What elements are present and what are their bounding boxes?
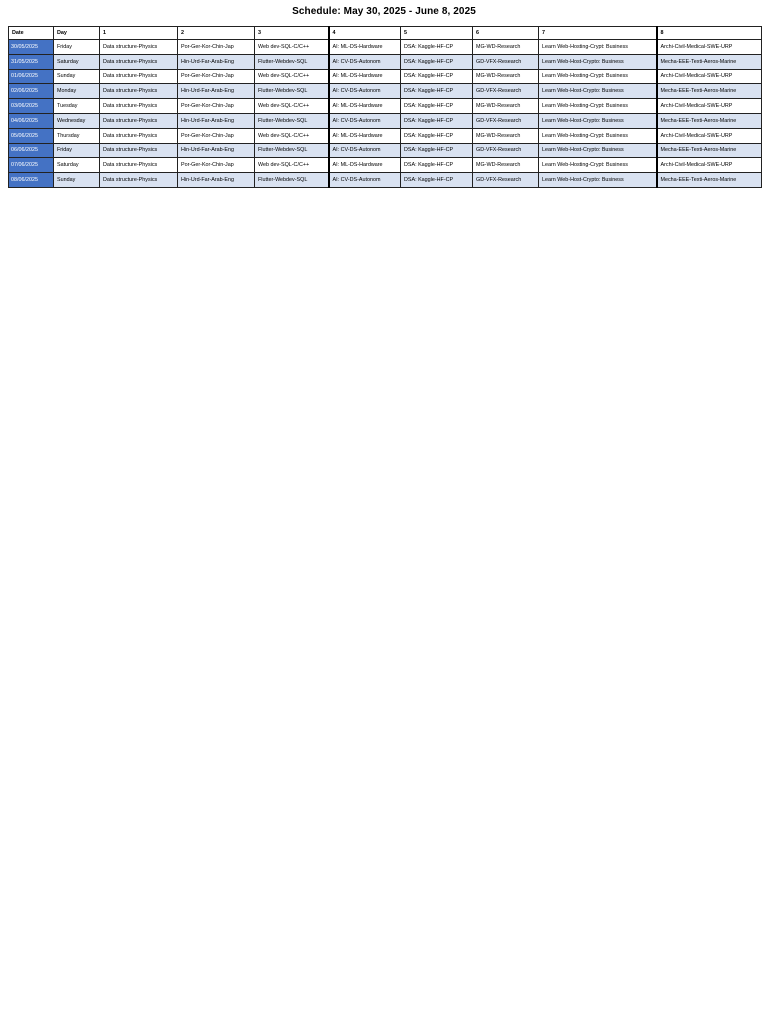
slot-3-cell: Web dev-SQL-C/C++ (255, 99, 329, 114)
slot-5-cell: DSA: Kaggle-HF-CP (401, 99, 473, 114)
slot-5-cell: DSA: Kaggle-HF-CP (401, 173, 473, 188)
slot-8-cell: Archi-Civil-Medical-SWE-URP (657, 128, 762, 143)
slot-7-cell: Learn Web-Hosting-Crypt: Business (539, 128, 657, 143)
slot-7-cell: Learn Web-Host-Crypto: Business (539, 54, 657, 69)
date-cell: 08/06/2025 (9, 173, 54, 188)
schedule-table (8, 26, 762, 188)
slot-7-cell: Learn Web-Hosting-Crypt: Business (539, 69, 657, 84)
slot-4-cell: AI: CV-DS-Autonom (329, 113, 401, 128)
slot-1-cell: Data structure-Physics (100, 40, 178, 55)
table-row (9, 128, 762, 143)
slot-1-cell: Data structure-Physics (100, 113, 178, 128)
slot-6-cell: GD-VFX-Research (473, 113, 539, 128)
table-row (9, 113, 762, 128)
table-row (9, 143, 762, 158)
slot-1-cell: Data structure-Physics (100, 143, 178, 158)
slot-5-cell: DSA: Kaggle-HF-CP (401, 113, 473, 128)
slot-4-cell: AI: ML-DS-Hardware (329, 158, 401, 173)
date-cell: 01/06/2025 (9, 69, 54, 84)
day-cell: Wednesday (54, 113, 100, 128)
slot-2-cell: Por-Ger-Kor-Chin-Jap (178, 99, 255, 114)
header-date: Date (9, 27, 54, 40)
slot-5-cell: DSA: Kaggle-HF-CP (401, 84, 473, 99)
slot-3-cell: Web dev-SQL-C/C++ (255, 128, 329, 143)
slot-1-cell: Data structure-Physics (100, 69, 178, 84)
table-row (9, 84, 762, 99)
table-row (9, 173, 762, 188)
table-row (9, 158, 762, 173)
slot-5-cell: DSA: Kaggle-HF-CP (401, 69, 473, 84)
slot-6-cell: MG-WD-Research (473, 158, 539, 173)
slot-4-cell: AI: ML-DS-Hardware (329, 40, 401, 55)
slot-5-cell: DSA: Kaggle-HF-CP (401, 128, 473, 143)
day-cell: Friday (54, 143, 100, 158)
slot-3-cell: Flutter-Webdev-SQL (255, 173, 329, 188)
slot-2-cell: Hin-Urd-Far-Arab-Eng (178, 54, 255, 69)
slot-8-cell: Archi-Civil-Medical-SWE-URP (657, 158, 762, 173)
slot-2-cell: Hin-Urd-Far-Arab-Eng (178, 173, 255, 188)
header-day: Day (54, 27, 100, 40)
slot-7-cell: Learn Web-Host-Crypto: Business (539, 84, 657, 99)
slot-7-cell: Learn Web-Hosting-Crypt: Business (539, 40, 657, 55)
date-cell: 03/06/2025 (9, 99, 54, 114)
slot-2-cell: Por-Ger-Kor-Chin-Jap (178, 69, 255, 84)
slot-4-cell: AI: CV-DS-Autonom (329, 84, 401, 99)
slot-2-cell: Por-Ger-Kor-Chin-Jap (178, 128, 255, 143)
slot-8-cell: Mecha-EEE-Texti-Aeros-Marine (657, 113, 762, 128)
slot-6-cell: MG-WD-Research (473, 69, 539, 84)
slot-7-cell: Learn Web-Host-Crypto: Business (539, 143, 657, 158)
header-row (9, 27, 762, 40)
slot-5-cell: DSA: Kaggle-HF-CP (401, 54, 473, 69)
date-cell: 05/06/2025 (9, 128, 54, 143)
slot-3-cell: Web dev-SQL-C/C++ (255, 158, 329, 173)
day-cell: Monday (54, 84, 100, 99)
slot-4-cell: AI: CV-DS-Autonom (329, 143, 401, 158)
slot-2-cell: Hin-Urd-Far-Arab-Eng (178, 113, 255, 128)
header-slot-1: 1 (100, 27, 178, 40)
slot-7-cell: Learn Web-Host-Crypto: Business (539, 173, 657, 188)
slot-7-cell: Learn Web-Hosting-Crypt: Business (539, 158, 657, 173)
slot-2-cell: Hin-Urd-Far-Arab-Eng (178, 84, 255, 99)
slot-7-cell: Learn Web-Host-Crypto: Business (539, 113, 657, 128)
date-cell: 30/05/2025 (9, 40, 54, 55)
slot-6-cell: MG-WD-Research (473, 128, 539, 143)
header-slot-3: 3 (255, 27, 329, 40)
slot-1-cell: Data structure-Physics (100, 158, 178, 173)
slot-1-cell: Data structure-Physics (100, 54, 178, 69)
slot-1-cell: Data structure-Physics (100, 173, 178, 188)
slot-8-cell: Archi-Civil-Medical-SWE-URP (657, 40, 762, 55)
slot-7-cell: Learn Web-Hosting-Crypt: Business (539, 99, 657, 114)
header-slot-2: 2 (178, 27, 255, 40)
header-slot-7: 7 (539, 27, 657, 40)
slot-4-cell: AI: ML-DS-Hardware (329, 99, 401, 114)
slot-8-cell: Archi-Civil-Medical-SWE-URP (657, 99, 762, 114)
day-cell: Tuesday (54, 99, 100, 114)
slot-5-cell: DSA: Kaggle-HF-CP (401, 40, 473, 55)
slot-3-cell: Web dev-SQL-C/C++ (255, 40, 329, 55)
slot-6-cell: MG-WD-Research (473, 99, 539, 114)
slot-8-cell: Mecha-EEE-Texti-Aeros-Marine (657, 84, 762, 99)
header-slot-8: 8 (657, 27, 762, 40)
slot-8-cell: Mecha-EEE-Texti-Aeros-Marine (657, 54, 762, 69)
day-cell: Sunday (54, 69, 100, 84)
slot-5-cell: DSA: Kaggle-HF-CP (401, 143, 473, 158)
slot-3-cell: Flutter-Webdev-SQL (255, 143, 329, 158)
header-slot-6: 6 (473, 27, 539, 40)
day-cell: Sunday (54, 173, 100, 188)
slot-8-cell: Mecha-EEE-Texti-Aeros-Marine (657, 143, 762, 158)
slot-1-cell: Data structure-Physics (100, 128, 178, 143)
day-cell: Friday (54, 40, 100, 55)
date-cell: 04/06/2025 (9, 113, 54, 128)
slot-2-cell: Por-Ger-Kor-Chin-Jap (178, 40, 255, 55)
header-slot-5: 5 (401, 27, 473, 40)
slot-1-cell: Data structure-Physics (100, 99, 178, 114)
table-row (9, 54, 762, 69)
slot-8-cell: Mecha-EEE-Texti-Aeros-Marine (657, 173, 762, 188)
slot-3-cell: Flutter-Webdev-SQL (255, 84, 329, 99)
slot-2-cell: Por-Ger-Kor-Chin-Jap (178, 158, 255, 173)
slot-6-cell: GD-VFX-Research (473, 84, 539, 99)
table-row (9, 99, 762, 114)
slot-4-cell: AI: ML-DS-Hardware (329, 128, 401, 143)
date-cell: 31/05/2025 (9, 54, 54, 69)
slot-4-cell: AI: CV-DS-Autonom (329, 173, 401, 188)
header-slot-4: 4 (329, 27, 401, 40)
slot-4-cell: AI: CV-DS-Autonom (329, 54, 401, 69)
slot-6-cell: MG-WD-Research (473, 40, 539, 55)
slot-3-cell: Flutter-Webdev-SQL (255, 54, 329, 69)
day-cell: Thursday (54, 128, 100, 143)
table-row (9, 40, 762, 55)
date-cell: 07/06/2025 (9, 158, 54, 173)
slot-6-cell: GD-VFX-Research (473, 173, 539, 188)
slot-2-cell: Hin-Urd-Far-Arab-Eng (178, 143, 255, 158)
slot-1-cell: Data structure-Physics (100, 84, 178, 99)
page-title: Schedule: May 30, 2025 - June 8, 2025 (292, 6, 476, 17)
slot-6-cell: GD-VFX-Research (473, 143, 539, 158)
slot-8-cell: Archi-Civil-Medical-SWE-URP (657, 69, 762, 84)
slot-6-cell: GD-VFX-Research (473, 54, 539, 69)
slot-4-cell: AI: ML-DS-Hardware (329, 69, 401, 84)
slot-3-cell: Flutter-Webdev-SQL (255, 113, 329, 128)
slot-5-cell: DSA: Kaggle-HF-CP (401, 158, 473, 173)
table-row (9, 69, 762, 84)
day-cell: Saturday (54, 54, 100, 69)
date-cell: 02/06/2025 (9, 84, 54, 99)
date-cell: 06/06/2025 (9, 143, 54, 158)
slot-3-cell: Web dev-SQL-C/C++ (255, 69, 329, 84)
day-cell: Saturday (54, 158, 100, 173)
